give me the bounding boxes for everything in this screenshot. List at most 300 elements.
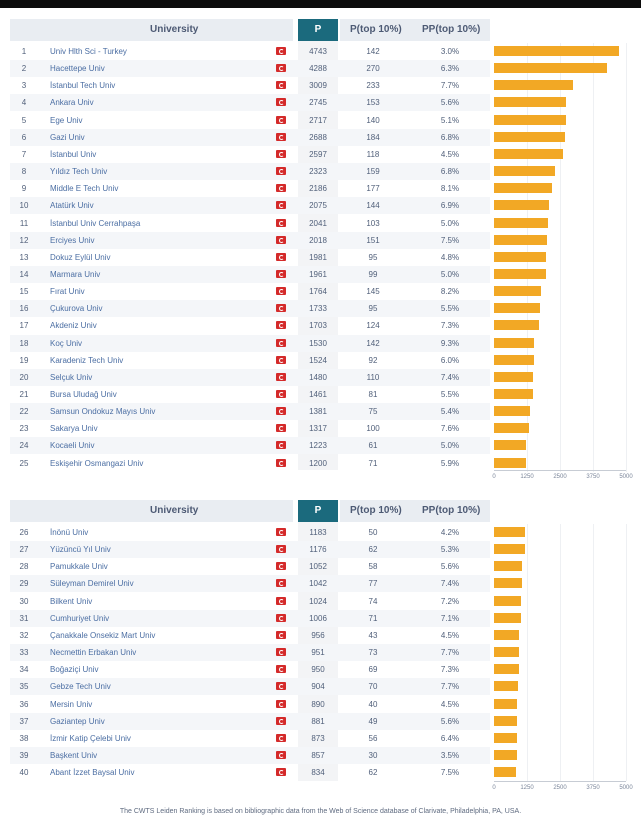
table-row <box>0 232 641 249</box>
p-cell: 2041 <box>309 218 327 228</box>
footer-note: The CWTS Leiden Ranking is based on bibliographic data from the Web of Science database of Clarivate, Philadelphia, PA, USA. <box>119 808 522 815</box>
x-tick-label: 5000 <box>619 474 633 480</box>
university-link[interactable]: Bilkent Univ <box>50 596 93 606</box>
table-row <box>0 163 641 180</box>
p-top10-cell: 50 <box>368 528 378 537</box>
university-link[interactable]: Çukurova Univ <box>50 304 103 314</box>
rank-cell: 33 <box>19 648 29 658</box>
rank-cell: 19 <box>19 355 29 365</box>
pp-top10-cell: 6.4% <box>440 733 460 743</box>
rank-cell: 24 <box>19 441 29 451</box>
turkey-flag-icon <box>276 304 286 312</box>
pp-top10-cell: 4.5% <box>440 699 460 709</box>
turkey-flag-icon <box>276 219 286 227</box>
bar-cell <box>494 283 626 300</box>
university-header-label: University <box>150 505 199 516</box>
rank-cell: 38 <box>19 733 29 743</box>
bar-cell <box>494 180 626 197</box>
p-top10-cell: 142 <box>366 47 380 56</box>
p-cell: 1024 <box>309 596 327 606</box>
bar-cell <box>494 575 626 592</box>
bar <box>494 252 546 262</box>
pp-top10-cell: 6.3% <box>440 64 460 74</box>
university-link[interactable]: İstanbul Univ <box>50 149 97 159</box>
p-cell: 1317 <box>309 424 327 434</box>
university-link[interactable]: Karadeniz Tech Univ <box>50 355 124 365</box>
x-tick-label: 3750 <box>586 785 600 791</box>
turkey-flag-icon <box>276 236 286 244</box>
pp-top10-cell: 7.5% <box>440 235 460 245</box>
bar-cell <box>494 112 626 129</box>
university-link[interactable]: İnönü Univ <box>50 528 89 537</box>
p-cell: 1703 <box>309 321 327 331</box>
bar <box>494 406 530 416</box>
rank-cell: 27 <box>19 545 29 555</box>
rank-cell: 9 <box>21 184 27 194</box>
university-link[interactable]: Süleyman Demirel Univ <box>50 579 134 589</box>
table-row <box>0 541 641 558</box>
turkey-flag-icon <box>276 167 286 175</box>
p-top10-cell: 74 <box>368 596 378 606</box>
university-link[interactable]: Ege Univ <box>50 115 83 125</box>
bar <box>494 750 517 760</box>
p-top10-cell: 95 <box>368 304 378 314</box>
university-link[interactable]: Akdeniz Univ <box>50 321 97 331</box>
turkey-flag-icon <box>276 424 286 432</box>
table-row <box>0 112 641 129</box>
p-cell: 1981 <box>309 252 327 262</box>
table-row <box>0 593 641 610</box>
pp-top10-cell: 7.7% <box>440 648 460 658</box>
bar <box>494 303 540 313</box>
bar-cell <box>494 60 626 77</box>
rank-cell: 22 <box>19 407 29 417</box>
bar <box>494 699 517 709</box>
bar <box>494 389 533 399</box>
university-link[interactable]: Bursa Uludağ Univ <box>50 390 117 399</box>
turkey-flag-icon <box>276 545 286 553</box>
p-cell: 956 <box>311 630 325 640</box>
p-cell: 1461 <box>309 390 327 399</box>
university-link[interactable]: Eskişehir Osmangazi Univ <box>50 458 144 468</box>
bar-cell <box>494 696 626 713</box>
p-cell: 3009 <box>309 81 327 91</box>
university-header <box>10 19 293 41</box>
p-top10-cell: 153 <box>366 98 380 108</box>
x-axis <box>492 781 633 795</box>
university-link[interactable]: İstanbul Tech Univ <box>50 81 116 91</box>
table-row <box>0 215 641 232</box>
bar-cell <box>494 420 626 437</box>
rank-cell: 26 <box>19 528 29 537</box>
bar <box>494 630 519 640</box>
p-cell: 2717 <box>309 115 327 125</box>
university-link[interactable]: Fırat Univ <box>50 287 85 297</box>
rank-cell: 36 <box>19 699 29 709</box>
rank-cell: 5 <box>21 115 27 125</box>
p-cell: 881 <box>311 716 325 726</box>
turkey-flag-icon <box>276 751 286 759</box>
bar-cell <box>494 558 626 575</box>
university-link[interactable]: Atatürk Univ <box>50 201 94 211</box>
pp-top10-cell: 3.0% <box>440 47 460 56</box>
bar-cell <box>494 610 626 627</box>
p-header <box>298 19 338 41</box>
bar <box>494 320 539 330</box>
rank-cell: 14 <box>19 269 29 279</box>
bar <box>494 235 547 245</box>
bar-cell <box>494 661 626 678</box>
bar <box>494 767 516 777</box>
university-link[interactable]: Gebze Tech Univ <box>50 682 111 692</box>
p-top10-cell: 145 <box>366 287 380 297</box>
rank-cell: 28 <box>19 562 29 572</box>
university-link[interactable]: Pamukkale Univ <box>50 562 108 572</box>
pp-top10-cell: 9.3% <box>440 338 460 348</box>
university-link[interactable]: Samsun Ondokuz Mayıs Univ <box>50 407 156 417</box>
pp-top10-cell: 7.7% <box>440 81 460 91</box>
p-top10-cell: 142 <box>366 338 380 348</box>
turkey-flag-icon <box>276 390 286 398</box>
table-row <box>0 94 641 111</box>
bar-cell <box>494 524 626 541</box>
university-link[interactable]: Gazi Univ <box>50 132 85 142</box>
university-link[interactable]: Çanakkale Onsekiz Mart Univ <box>50 630 156 640</box>
p-cell: 2186 <box>309 184 327 194</box>
pp-top10-cell: 5.1% <box>440 115 460 125</box>
x-tick-label: 1250 <box>520 474 534 480</box>
turkey-flag-icon <box>276 700 286 708</box>
p-top10-cell: 49 <box>368 716 378 726</box>
turkey-flag-icon <box>276 682 286 690</box>
p-top10-cell: 81 <box>368 390 378 399</box>
rank-cell: 11 <box>19 218 29 228</box>
p-top10-cell: 30 <box>368 750 378 760</box>
rank-cell: 1 <box>21 47 27 56</box>
x-tick-label: 1250 <box>520 785 534 791</box>
top-border <box>0 0 641 8</box>
rank-cell: 7 <box>21 149 27 159</box>
turkey-flag-icon <box>276 614 286 622</box>
bar-cell <box>494 266 626 283</box>
x-axis-line <box>494 781 626 782</box>
pp-top10-cell: 7.4% <box>440 579 460 589</box>
rank-cell: 20 <box>19 372 29 382</box>
turkey-flag-icon <box>276 47 286 55</box>
university-link[interactable]: Başkent Univ <box>50 750 98 760</box>
university-link[interactable]: Ankara Univ <box>50 98 94 108</box>
university-link[interactable]: Cumhuriyet Univ <box>50 613 110 623</box>
pp-top10-cell: 7.4% <box>440 372 460 382</box>
ranking-panel-2 <box>0 500 641 800</box>
university-link[interactable]: Yıldız Tech Univ <box>50 167 108 177</box>
bar-cell <box>494 43 626 60</box>
table-row <box>0 696 641 713</box>
table-row <box>0 266 641 283</box>
rank-cell: 30 <box>19 596 29 606</box>
table-row <box>0 43 641 60</box>
rank-cell: 23 <box>19 424 29 434</box>
x-tick-label: 2500 <box>553 474 567 480</box>
p-top10-cell: 144 <box>366 201 380 211</box>
bar-cell <box>494 678 626 695</box>
turkey-flag-icon <box>276 717 286 725</box>
rank-cell: 25 <box>19 458 29 468</box>
turkey-flag-icon <box>276 116 286 124</box>
p-top10-cell: 58 <box>368 562 378 572</box>
pp-top10-header-label: PP(top 10%) <box>422 24 481 35</box>
university-link[interactable]: İzmir Katip Çelebi Univ <box>50 733 131 743</box>
p-top10-cell: 151 <box>366 235 380 245</box>
turkey-flag-icon <box>276 768 286 776</box>
rank-cell: 17 <box>19 321 29 331</box>
bar-cell <box>494 627 626 644</box>
pp-top10-cell: 6.8% <box>440 132 460 142</box>
table-row <box>0 300 641 317</box>
p-cell: 1042 <box>309 579 327 589</box>
bar <box>494 733 517 743</box>
pp-top10-cell: 5.5% <box>440 390 460 399</box>
bar <box>494 561 522 571</box>
bar <box>494 269 546 279</box>
table-row <box>0 627 641 644</box>
x-tick-label: 5000 <box>619 785 633 791</box>
p-top10-cell: 77 <box>368 579 378 589</box>
p-cell: 857 <box>311 750 325 760</box>
bar-cell <box>494 764 626 781</box>
university-link[interactable]: Selçuk Univ <box>50 372 93 382</box>
p-cell: 1530 <box>309 338 327 348</box>
bar <box>494 63 607 73</box>
pp-top10-cell: 4.2% <box>440 528 460 537</box>
pp-top10-cell: 5.3% <box>440 545 460 555</box>
p-top10-cell: 95 <box>368 252 378 262</box>
p-cell: 951 <box>311 648 325 658</box>
bar <box>494 149 563 159</box>
university-link[interactable]: Marmara Univ <box>50 269 101 279</box>
p-cell: 834 <box>311 768 325 778</box>
pp-top10-cell: 5.0% <box>440 218 460 228</box>
rank-cell: 15 <box>19 287 29 297</box>
table-row <box>0 369 641 386</box>
university-link[interactable]: Dokuz Eylül Univ <box>50 252 111 262</box>
rank-cell: 18 <box>19 338 29 348</box>
pp-top10-cell: 4.5% <box>440 149 460 159</box>
p-top10-cell: 62 <box>368 545 378 555</box>
bar <box>494 355 534 365</box>
p-cell: 1961 <box>309 269 327 279</box>
x-tick-label: 3750 <box>586 474 600 480</box>
p-cell: 1176 <box>309 545 327 555</box>
turkey-flag-icon <box>276 133 286 141</box>
rank-cell: 4 <box>21 98 27 108</box>
turkey-flag-icon <box>276 407 286 415</box>
metrics-header <box>340 19 490 41</box>
p-cell: 1524 <box>309 355 327 365</box>
rank-cell: 8 <box>21 167 27 177</box>
rank-cell: 3 <box>21 81 27 91</box>
bar <box>494 423 529 433</box>
bar-cell <box>494 215 626 232</box>
bar <box>494 200 549 210</box>
rank-cell: 13 <box>19 252 29 262</box>
bar <box>494 80 573 90</box>
p-top10-cell: 62 <box>368 768 378 778</box>
p-top10-cell: 56 <box>368 733 378 743</box>
p-cell: 1223 <box>309 441 327 451</box>
turkey-flag-icon <box>276 665 286 673</box>
bar-cell <box>494 163 626 180</box>
rank-cell: 10 <box>19 201 29 211</box>
p-cell: 2018 <box>309 235 327 245</box>
p-top10-cell: 61 <box>368 441 378 451</box>
p-cell: 1006 <box>309 613 327 623</box>
p-top10-cell: 43 <box>368 630 378 640</box>
university-link[interactable]: Hacettepe Univ <box>50 64 105 74</box>
table-row <box>0 129 641 146</box>
p-top10-cell: 233 <box>366 81 380 91</box>
university-header <box>10 500 293 522</box>
bar-cell <box>494 317 626 334</box>
bar-cell <box>494 593 626 610</box>
turkey-flag-icon <box>276 270 286 278</box>
pp-top10-cell: 7.7% <box>440 682 460 692</box>
university-link[interactable]: Yüzüncü Yıl Univ <box>50 545 111 555</box>
p-top10-cell: 100 <box>366 424 380 434</box>
bar <box>494 46 619 56</box>
p-cell: 1480 <box>309 372 327 382</box>
university-header-label: University <box>150 24 199 35</box>
bar <box>494 286 541 296</box>
p-cell: 2745 <box>309 98 327 108</box>
table-row <box>0 678 641 695</box>
pp-top10-cell: 6.8% <box>440 167 460 177</box>
turkey-flag-icon <box>276 356 286 364</box>
turkey-flag-icon <box>276 201 286 209</box>
turkey-flag-icon <box>276 81 286 89</box>
table-row <box>0 386 641 403</box>
bar-cell <box>494 129 626 146</box>
p-header <box>298 500 338 522</box>
rank-cell: 29 <box>19 579 29 589</box>
university-link[interactable]: Abant İzzet Baysal Univ <box>50 768 135 778</box>
table-row <box>0 180 641 197</box>
turkey-flag-icon <box>276 184 286 192</box>
table-row <box>0 661 641 678</box>
pp-top10-cell: 6.0% <box>440 355 460 365</box>
pp-top10-cell: 8.2% <box>440 287 460 297</box>
metrics-header <box>340 500 490 522</box>
bar <box>494 132 565 142</box>
university-link[interactable]: Koç Univ <box>50 338 83 348</box>
p-top10-cell: 92 <box>368 355 378 365</box>
p-top10-cell: 124 <box>366 321 380 331</box>
bar <box>494 647 519 657</box>
bar <box>494 183 552 193</box>
bar-cell <box>494 386 626 403</box>
bar <box>494 664 519 674</box>
p-cell: 1052 <box>309 562 327 572</box>
university-link[interactable]: İstanbul Univ Cerrahpaşa <box>50 218 141 228</box>
pp-top10-cell: 3.5% <box>440 750 460 760</box>
university-link[interactable]: Kocaeli Univ <box>50 441 95 451</box>
x-tick-label: 0 <box>492 474 496 480</box>
university-link[interactable]: Middle E Tech Univ <box>50 184 119 194</box>
university-link[interactable]: Univ Hlth Sci - Turkey <box>50 47 127 56</box>
p-cell: 1200 <box>309 458 327 468</box>
university-link[interactable]: Boğaziçi Univ <box>50 665 99 675</box>
p-top10-header-label: P(top 10%) <box>350 24 402 35</box>
p-top10-header-label: P(top 10%) <box>350 505 402 516</box>
p-cell: 1733 <box>309 304 327 314</box>
table-row <box>0 77 641 94</box>
turkey-flag-icon <box>276 287 286 295</box>
p-cell: 904 <box>311 682 325 692</box>
p-cell: 2597 <box>309 149 327 159</box>
bar <box>494 716 517 726</box>
bar-cell <box>494 146 626 163</box>
turkey-flag-icon <box>276 150 286 158</box>
bar <box>494 458 526 468</box>
pp-top10-cell: 5.6% <box>440 716 460 726</box>
university-link[interactable]: Mersin Univ <box>50 699 93 709</box>
bar <box>494 372 533 382</box>
turkey-flag-icon <box>276 339 286 347</box>
p-cell: 2323 <box>309 167 327 177</box>
p-cell: 950 <box>311 665 325 675</box>
table-row <box>0 352 641 369</box>
x-axis-line <box>494 470 626 471</box>
rank-cell: 39 <box>19 750 29 760</box>
table-row <box>0 644 641 661</box>
p-top10-cell: 70 <box>368 682 378 692</box>
bar-cell <box>494 713 626 730</box>
pp-top10-cell: 7.5% <box>440 768 460 778</box>
turkey-flag-icon <box>276 734 286 742</box>
p-top10-cell: 99 <box>368 269 378 279</box>
pp-top10-cell: 7.1% <box>440 613 460 623</box>
pp-top10-cell: 7.3% <box>440 321 460 331</box>
bar <box>494 578 522 588</box>
bar-cell <box>494 94 626 111</box>
bar <box>494 115 566 125</box>
p-top10-cell: 71 <box>368 458 378 468</box>
university-link[interactable]: Necmettin Erbakan Univ <box>50 648 137 658</box>
bar-cell <box>494 335 626 352</box>
pp-top10-cell: 5.9% <box>440 458 460 468</box>
x-tick-label: 0 <box>492 785 496 791</box>
rank-cell: 21 <box>19 390 29 399</box>
p-top10-cell: 159 <box>366 167 380 177</box>
p-cell: 890 <box>311 699 325 709</box>
pp-top10-cell: 5.0% <box>440 269 460 279</box>
table-row <box>0 747 641 764</box>
p-top10-cell: 270 <box>366 64 380 74</box>
university-link[interactable]: Erciyes Univ <box>50 235 95 245</box>
table-row <box>0 437 641 454</box>
university-link[interactable]: Gaziantep Univ <box>50 716 105 726</box>
table-row <box>0 283 641 300</box>
table-row <box>0 197 641 214</box>
bar <box>494 596 521 606</box>
rank-cell: 2 <box>21 64 27 74</box>
table-row <box>0 764 641 781</box>
university-link[interactable]: Sakarya Univ <box>50 424 98 434</box>
p-cell: 4743 <box>309 47 327 56</box>
bar-cell <box>494 77 626 94</box>
turkey-flag-icon <box>276 631 286 639</box>
p-header-label: P <box>314 24 322 35</box>
